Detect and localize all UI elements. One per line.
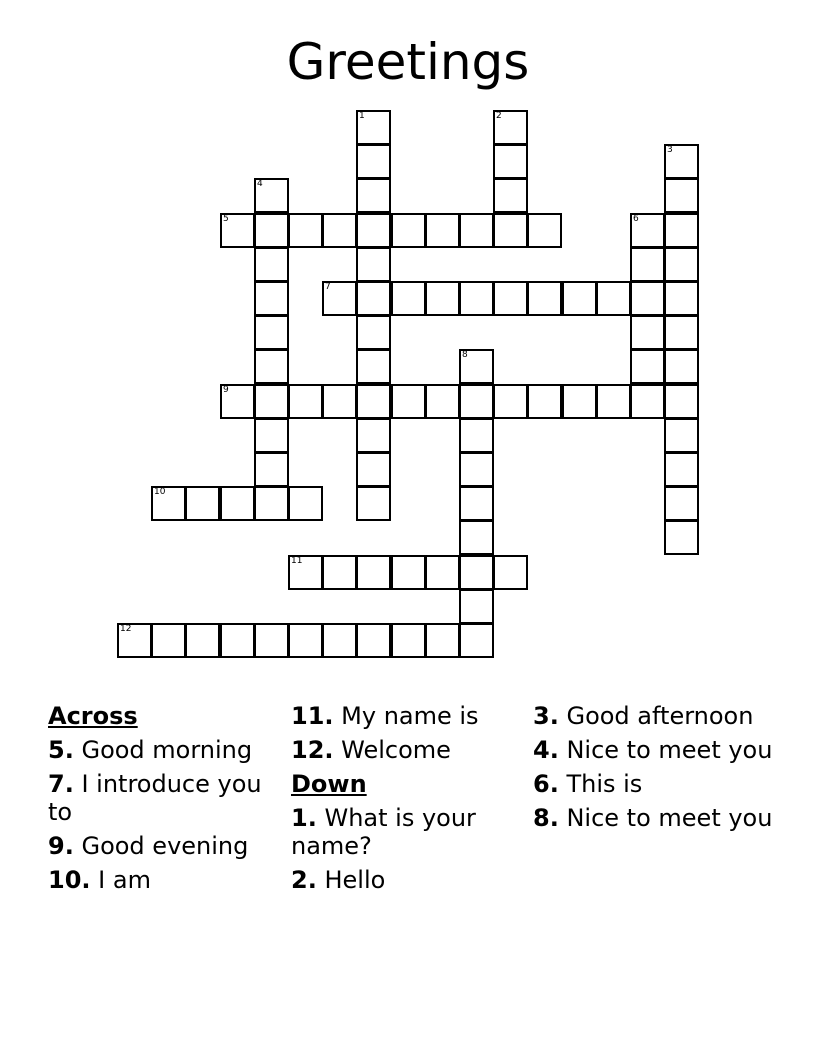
grid-cell[interactable] bbox=[664, 486, 699, 521]
grid-cell[interactable] bbox=[664, 144, 699, 179]
clue-number-label: 4. bbox=[533, 736, 559, 764]
grid-cell[interactable] bbox=[664, 315, 699, 350]
clue-number: 4 bbox=[257, 179, 263, 189]
grid-cell[interactable] bbox=[493, 144, 528, 179]
clue-number-label: 11. bbox=[291, 702, 334, 730]
grid-cell[interactable] bbox=[322, 623, 357, 658]
clue-number: 12 bbox=[120, 624, 132, 634]
clue-text: Nice to meet you bbox=[566, 804, 773, 832]
grid-cell[interactable] bbox=[356, 110, 391, 145]
grid-cell[interactable] bbox=[527, 384, 562, 419]
grid-cell[interactable] bbox=[630, 315, 665, 350]
grid-cell[interactable] bbox=[664, 452, 699, 487]
grid-cell[interactable] bbox=[356, 623, 391, 658]
clue-text: Good afternoon bbox=[566, 702, 754, 730]
clue-item bbox=[48, 770, 278, 826]
grid-cell[interactable] bbox=[322, 213, 357, 248]
grid-cell[interactable] bbox=[254, 452, 289, 487]
clue-item bbox=[533, 770, 773, 798]
grid-cell[interactable] bbox=[288, 486, 323, 521]
clue-number: 7 bbox=[325, 282, 331, 292]
grid-cell[interactable] bbox=[425, 213, 460, 248]
grid-cell[interactable] bbox=[664, 418, 699, 453]
grid-cell[interactable] bbox=[459, 452, 494, 487]
clue-text: Hello bbox=[324, 866, 386, 894]
grid-cell[interactable] bbox=[630, 213, 665, 248]
grid-cell[interactable] bbox=[664, 247, 699, 282]
grid-cell[interactable] bbox=[664, 281, 699, 316]
grid-cell[interactable] bbox=[459, 520, 494, 555]
grid-cell[interactable] bbox=[425, 281, 460, 316]
grid-cell[interactable] bbox=[425, 623, 460, 658]
grid-cell[interactable] bbox=[356, 247, 391, 282]
clue-column-2 bbox=[291, 702, 521, 900]
grid-cell[interactable] bbox=[220, 213, 255, 248]
clue-column-1 bbox=[48, 702, 278, 900]
clue-number-label: 9. bbox=[48, 832, 74, 860]
clue-number: 2 bbox=[496, 111, 502, 121]
grid-cell[interactable] bbox=[254, 213, 289, 248]
clue-number: 5 bbox=[223, 214, 229, 224]
grid-cell[interactable] bbox=[356, 178, 391, 213]
grid-cell[interactable] bbox=[288, 555, 323, 590]
grid-cell[interactable] bbox=[459, 486, 494, 521]
grid-cell[interactable] bbox=[322, 384, 357, 419]
grid-cell[interactable] bbox=[254, 418, 289, 453]
clue-text: I introduce you to bbox=[48, 770, 262, 826]
grid-cell[interactable] bbox=[356, 281, 391, 316]
clue-item bbox=[533, 736, 773, 764]
clue-item bbox=[291, 702, 521, 730]
grid-cell[interactable] bbox=[493, 384, 528, 419]
clue-number: 1 bbox=[359, 111, 365, 121]
grid-cell[interactable] bbox=[459, 418, 494, 453]
grid-cell[interactable] bbox=[630, 247, 665, 282]
grid-cell[interactable] bbox=[596, 281, 631, 316]
puzzle-title: Greetings bbox=[286, 33, 530, 91]
clue-item bbox=[291, 804, 521, 860]
grid-cell[interactable] bbox=[356, 315, 391, 350]
grid-cell[interactable] bbox=[288, 384, 323, 419]
clue-number-label: 10. bbox=[48, 866, 91, 894]
grid-cell[interactable] bbox=[391, 213, 426, 248]
clue-text: Good morning bbox=[81, 736, 253, 764]
grid-cell[interactable] bbox=[493, 178, 528, 213]
clue-item bbox=[533, 804, 773, 832]
grid-cell[interactable] bbox=[356, 486, 391, 521]
grid-cell[interactable] bbox=[356, 452, 391, 487]
clue-number-label: 7. bbox=[48, 770, 74, 798]
grid-cell[interactable] bbox=[459, 555, 494, 590]
grid-cell[interactable] bbox=[459, 589, 494, 624]
grid-cell[interactable] bbox=[254, 315, 289, 350]
grid-cell[interactable] bbox=[630, 384, 665, 419]
clue-column-3 bbox=[533, 702, 773, 838]
clue-item bbox=[48, 736, 278, 764]
grid-cell[interactable] bbox=[254, 281, 289, 316]
grid-cell[interactable] bbox=[356, 384, 391, 419]
grid-cell[interactable] bbox=[117, 623, 152, 658]
grid-cell[interactable] bbox=[254, 486, 289, 521]
clue-number-label: 6. bbox=[533, 770, 559, 798]
grid-cell[interactable] bbox=[254, 178, 289, 213]
grid-cell[interactable] bbox=[254, 247, 289, 282]
clue-number-label: 3. bbox=[533, 702, 559, 730]
grid-cell[interactable] bbox=[391, 623, 426, 658]
clue-number: 6 bbox=[633, 214, 639, 224]
grid-cell[interactable] bbox=[493, 555, 528, 590]
grid-cell[interactable] bbox=[459, 623, 494, 658]
grid-cell[interactable] bbox=[322, 281, 357, 316]
grid-cell[interactable] bbox=[220, 486, 255, 521]
clue-number: 8 bbox=[462, 350, 468, 360]
grid-cell[interactable] bbox=[459, 384, 494, 419]
clue-item bbox=[48, 866, 278, 894]
grid-cell[interactable] bbox=[185, 486, 220, 521]
grid-cell[interactable] bbox=[356, 213, 391, 248]
grid-cell[interactable] bbox=[254, 384, 289, 419]
grid-cell[interactable] bbox=[493, 213, 528, 248]
grid-cell[interactable] bbox=[425, 555, 460, 590]
grid-cell[interactable] bbox=[630, 281, 665, 316]
grid-cell[interactable] bbox=[356, 555, 391, 590]
grid-cell[interactable] bbox=[630, 349, 665, 384]
grid-cell[interactable] bbox=[459, 349, 494, 384]
grid-cell[interactable] bbox=[288, 213, 323, 248]
clue-number: 11 bbox=[291, 556, 303, 566]
clue-number-label: 5. bbox=[48, 736, 74, 764]
grid-cell[interactable] bbox=[493, 110, 528, 145]
grid-cell[interactable] bbox=[356, 349, 391, 384]
grid-cell[interactable] bbox=[391, 555, 426, 590]
grid-cell[interactable] bbox=[527, 213, 562, 248]
clue-text: My name is bbox=[341, 702, 479, 730]
grid-cell[interactable] bbox=[391, 281, 426, 316]
grid-cell[interactable] bbox=[459, 213, 494, 248]
grid-cell[interactable] bbox=[596, 384, 631, 419]
grid-cell[interactable] bbox=[664, 213, 699, 248]
grid-cell[interactable] bbox=[254, 623, 289, 658]
clue-number-label: 1. bbox=[291, 804, 317, 832]
grid-cell[interactable] bbox=[185, 623, 220, 658]
grid-cell[interactable] bbox=[459, 281, 494, 316]
clue-text: This is bbox=[566, 770, 643, 798]
grid-cell[interactable] bbox=[356, 418, 391, 453]
grid-cell[interactable] bbox=[356, 144, 391, 179]
grid-cell[interactable] bbox=[664, 384, 699, 419]
clue-item bbox=[291, 866, 521, 894]
clue-text: Good evening bbox=[81, 832, 249, 860]
clue-item bbox=[533, 702, 773, 730]
clue-heading: Down bbox=[291, 770, 367, 798]
clue-number-label: 12. bbox=[291, 736, 334, 764]
grid-cell[interactable] bbox=[493, 281, 528, 316]
grid-cell[interactable] bbox=[562, 384, 597, 419]
grid-cell[interactable] bbox=[322, 555, 357, 590]
clue-heading: Across bbox=[48, 702, 138, 730]
grid-cell[interactable] bbox=[151, 623, 186, 658]
grid-cell[interactable] bbox=[664, 520, 699, 555]
clue-number-label: 2. bbox=[291, 866, 317, 894]
grid-cell[interactable] bbox=[220, 384, 255, 419]
clue-text: Nice to meet you bbox=[566, 736, 773, 764]
grid-cell[interactable] bbox=[151, 486, 186, 521]
grid-cell[interactable] bbox=[254, 349, 289, 384]
grid-cell[interactable] bbox=[562, 281, 597, 316]
grid-cell[interactable] bbox=[664, 178, 699, 213]
grid-cell[interactable] bbox=[220, 623, 255, 658]
grid-cell[interactable] bbox=[664, 349, 699, 384]
clue-text: I am bbox=[98, 866, 151, 894]
grid-cell[interactable] bbox=[527, 281, 562, 316]
clue-number: 9 bbox=[223, 385, 229, 395]
clue-text: What is your name? bbox=[291, 804, 476, 860]
clue-item bbox=[291, 736, 521, 764]
grid-cell[interactable] bbox=[425, 384, 460, 419]
clue-number: 3 bbox=[667, 145, 673, 155]
clue-text: Welcome bbox=[341, 736, 451, 764]
grid-cell[interactable] bbox=[288, 623, 323, 658]
grid-cell[interactable] bbox=[391, 384, 426, 419]
clue-number: 10 bbox=[154, 487, 166, 497]
clue-number-label: 8. bbox=[533, 804, 559, 832]
clue-item bbox=[48, 832, 278, 860]
